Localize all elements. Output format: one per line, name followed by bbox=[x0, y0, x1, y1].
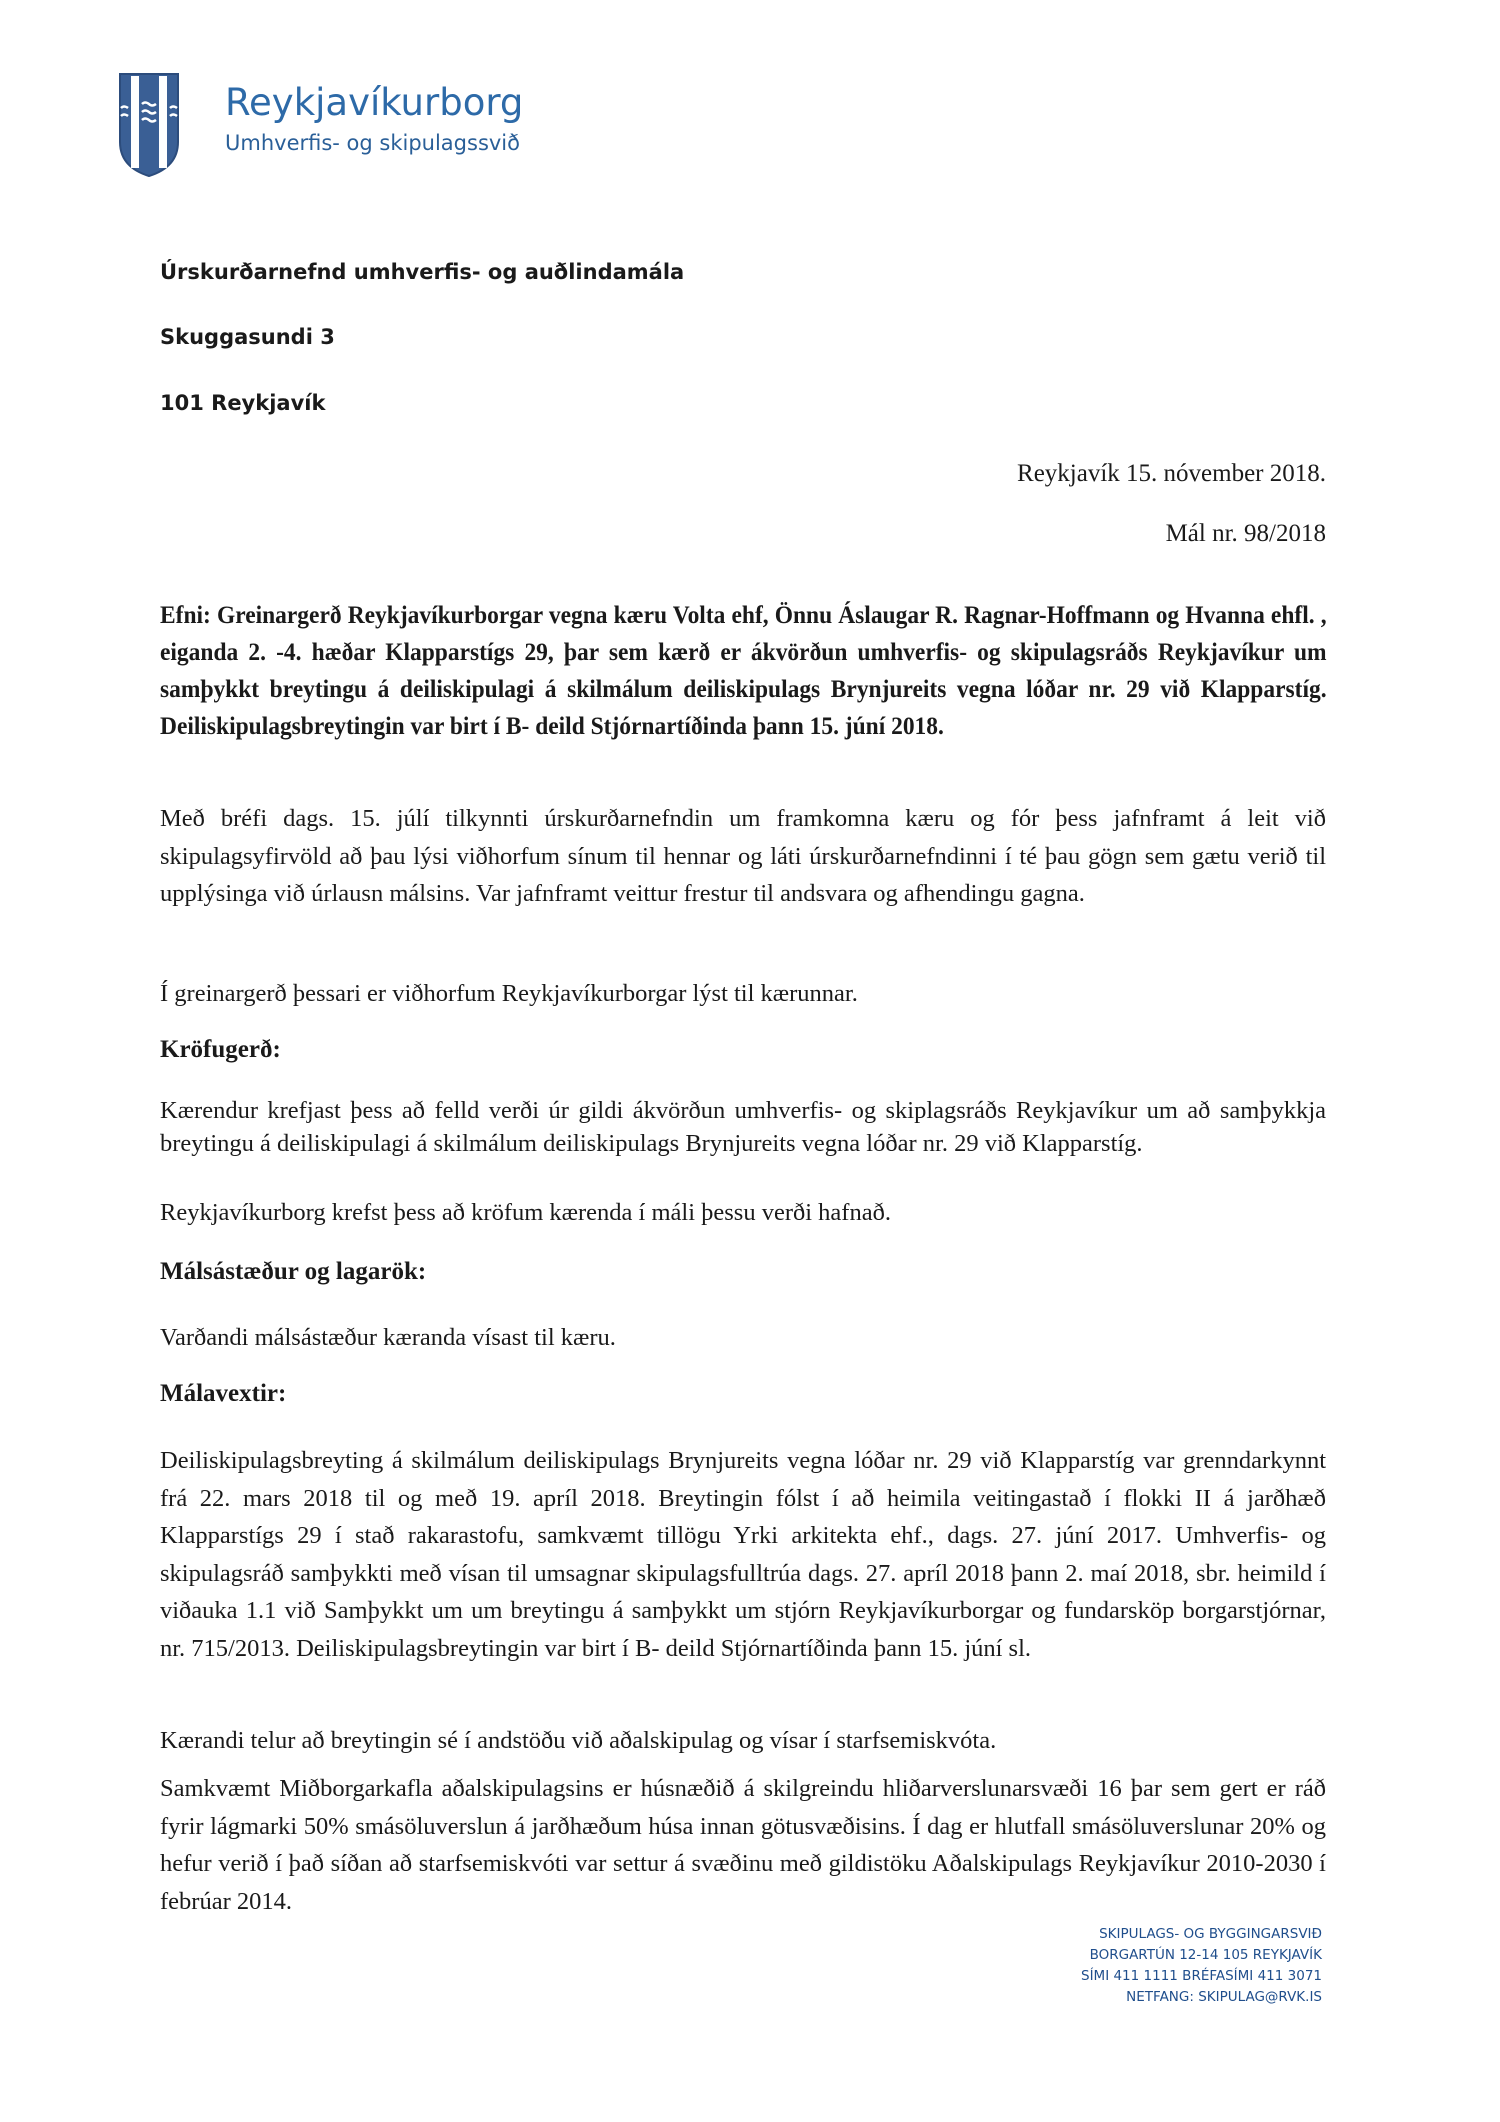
recipient-street: Skuggasundi 3 bbox=[160, 325, 335, 349]
letterhead bbox=[225, 80, 523, 158]
reykjavik-coat-of-arms-logo bbox=[118, 72, 180, 178]
case-number: Mál nr. 98/2018 bbox=[1165, 520, 1326, 547]
malsastaedur-paragraph: Varðandi málsástæður kæranda vísast til kæru. bbox=[160, 1324, 616, 1351]
malsastaedur-heading: Málsástæður og lagarök: bbox=[160, 1258, 427, 1285]
krofugerd-paragraph-2: Reykjavíkurborg krefst þess að kröfum kærenda í máli þessu verði hafnað. bbox=[160, 1199, 891, 1226]
krofugerd-paragraph: Kærendur krefjast þess að felld verði úr gildi ákvörðun umhverfis- og skiplagsráðs Reykjavíkur um að samþykkja breytingu á deiliskipulagi á skilmálum deiliskipulags Brynjureits vegna lóðar nr. 29 við Klapparstíg. bbox=[160, 1097, 1326, 1157]
krofugerd-heading: Kröfugerð: bbox=[160, 1036, 281, 1063]
footer-email: NETFANG: SKIPULAG@RVK.IS bbox=[1126, 1989, 1322, 2005]
malavextir-heading: Málavextir: bbox=[160, 1380, 287, 1407]
letter-date: Reykjavík 15. nóvember 2018. bbox=[1017, 460, 1326, 487]
subject: Efni: Greinargerð Reykjavíkurborgar vegna kæru Volta ehf, Önnu Áslaugar R. Ragnar-Hoffmann og Hvanna ehfl. , eiganda 2. -4. hæðar Klapparstígs 29, þar sem kærð er ákvörðun umhverfis- og skipulagsráðs Reykjavíkur um samþykkt breytingu á deiliskipulagi á skilmálum deiliskipulags Brynjureits vegna lóðar nr. 29 við Klapparstíg. Deiliskipulagsbreytingin var birt í B- deild Stjórnartíðinda þann 15. júní 2018. bbox=[160, 600, 1327, 740]
footer-phone: SÍMI 411 1111 BRÉFASÍMI 411 3071 bbox=[1081, 1968, 1322, 1984]
malavextir-paragraph-2: Kærandi telur að breytingin sé í andstöðu við aðalskipulag og vísar í starfsemiskvóta. bbox=[160, 1727, 997, 1754]
recipient-city: 101 Reykjavík bbox=[160, 391, 326, 415]
malavextir-paragraph: Deiliskipulagsbreyting á skilmálum deiliskipulags Brynjureits vegna lóðar nr. 29 við Klapparstíg var grenndarkynnt frá 22. mars 2018 til og með 19. apríl 2018. Breytingin fólst í að heimila veitingastað í flokki II á jarðhæð Klapparstígs 29 í stað rakarastofu, samkvæmt tillögu Yrki arkitekta ehf., dags. 27. júní 2017. Umhverfis- og skipulagsráð samþykkti með vísan til umsagnar skipulagsfulltrúa dags. 27. apríl 2018 þann 2. maí 2018, sbr. heimild í viðauka 1.1 við Samþykkt um um breytingu á samþykkt um stjórn Reykjavíkurborgar og fundarsköp borgarstjórnar, nr. 715/2013. Deiliskipulagsbreytingin var birt í B- deild Stjórnartíðinda þann 15. júní sl. bbox=[160, 1447, 1326, 1662]
intro-paragraph-2: Í greinargerð þessari er viðhorfum Reykjavíkurborgar lýst til kærunnar. bbox=[160, 980, 858, 1007]
malavextir-paragraph-3: Samkvæmt Miðborgarkafla aðalskipulagsins er húsnæðið á skilgreindu hliðarverslunarsvæði 16 þar sem gert er ráð fyrir lágmarki 50% smásöluverslun á jarðhæðum húsa innan götusvæðisins. Í dag er hlutfall smásöluverslunar 20% og hefur verið í það síðan að starfsemiskvóti var settur á svæðinu með gildistöku Aðalskipulags Reykjavíkur 2010-2030 í febrúar 2014. bbox=[160, 1775, 1326, 1915]
recipient-name: Úrskurðarnefnd umhverfis- og auðlindamála bbox=[160, 260, 685, 284]
footer-department: SKIPULAGS- OG BYGGINGARSVIÐ bbox=[1099, 1926, 1322, 1942]
department-name: Umhverfis- og skipulagssvið bbox=[225, 131, 520, 155]
intro-paragraph: Með bréfi dags. 15. júlí tilkynnti úrskurðarnefndin um framkomna kæru og fór þess jafnframt á leit við skipulagsyfirvöld að þau lýsi viðhorfum sínum til hennar og láti úrskurðarnefndinni í té þau gögn sem gætu verið til upplýsinga við úrlausn málsins. Var jafnframt veittur frestur til andsvara og afhendingu gagna. bbox=[160, 805, 1326, 907]
footer-contact bbox=[1081, 1924, 1322, 2008]
organization-name: Reykjavíkurborg bbox=[225, 81, 524, 124]
footer-address: BORGARTÚN 12-14 105 REYKJAVÍK bbox=[1089, 1947, 1322, 1963]
